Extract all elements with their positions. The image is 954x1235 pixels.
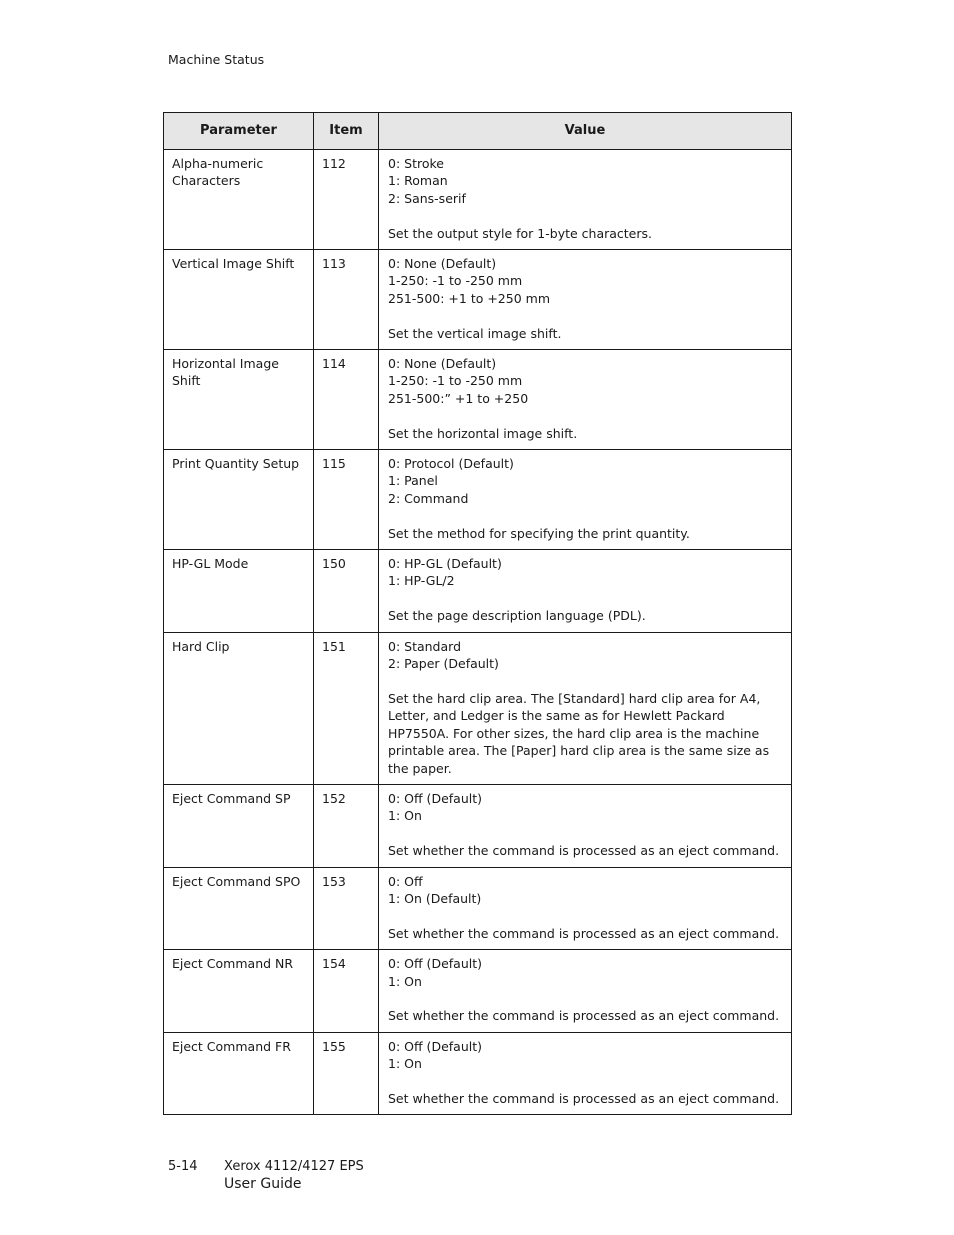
table-row bbox=[164, 550, 792, 633]
value-option: 0: Protocol (Default) bbox=[388, 456, 514, 472]
value-option: 0: None (Default) bbox=[388, 256, 497, 272]
item-cell: 151 bbox=[314, 632, 379, 784]
value-description: Set whether the command is processed as an eject command. bbox=[388, 843, 780, 859]
value-option: 0: Off (Default) bbox=[388, 790, 482, 806]
value-option: 1-250: -1 to -250 mm bbox=[388, 273, 523, 289]
value-option: 1: Panel bbox=[388, 473, 438, 489]
table-row bbox=[164, 632, 792, 784]
value-cell bbox=[379, 632, 792, 784]
item-cell: 115 bbox=[314, 450, 379, 550]
value-option: 2: Command bbox=[388, 490, 469, 506]
value-description: Set whether the command is processed as an eject command. bbox=[388, 1090, 780, 1106]
parameter-cell: Hard Clip bbox=[164, 632, 314, 784]
value-option: 0: Off (Default) bbox=[388, 956, 482, 972]
value-cell bbox=[379, 150, 792, 250]
value-option: 1-250: -1 to -250 mm bbox=[388, 373, 523, 389]
parameter-cell: Print Quantity Setup bbox=[164, 450, 314, 550]
footer-page-number: 5-14 bbox=[168, 1159, 198, 1174]
table-row bbox=[164, 150, 792, 250]
column-header-parameter: Parameter bbox=[164, 113, 314, 150]
column-header-value: Value bbox=[379, 113, 792, 150]
value-option: 1: HP-GL/2 bbox=[388, 573, 455, 589]
value-description: Set the vertical image shift. bbox=[388, 325, 562, 341]
value-cell bbox=[379, 450, 792, 550]
parameter-cell: Eject Command SP bbox=[164, 784, 314, 867]
footer-product-name: Xerox 4112/4127 EPS bbox=[224, 1159, 364, 1174]
table-row bbox=[164, 450, 792, 550]
value-option: 1: On bbox=[388, 1056, 422, 1072]
parameters-table bbox=[163, 112, 792, 1115]
table-header-row bbox=[164, 113, 792, 150]
value-cell bbox=[379, 784, 792, 867]
item-cell: 152 bbox=[314, 784, 379, 867]
item-cell: 154 bbox=[314, 950, 379, 1033]
value-option: 1: Roman bbox=[388, 173, 448, 189]
value-description: Set the hard clip area. The [Standard] hard clip area for A4, Letter, and Ledger is the same as for Hewlett Packard HP7550A. For other sizes, the hard clip area is the machine printable area. The [Paper] hard clip area is the same size as the paper. bbox=[388, 690, 770, 776]
parameter-cell: Horizontal Image Shift bbox=[164, 350, 314, 450]
value-cell bbox=[379, 950, 792, 1033]
parameter-cell: Eject Command SPO bbox=[164, 867, 314, 950]
value-option: 0: Off (Default) bbox=[388, 1038, 482, 1054]
value-option: 2: Paper (Default) bbox=[388, 656, 499, 672]
value-option: 0: Standard bbox=[388, 638, 462, 654]
parameter-cell: Alpha-numeric Characters bbox=[164, 150, 314, 250]
value-cell bbox=[379, 550, 792, 633]
table-row bbox=[164, 1032, 792, 1115]
value-cell bbox=[379, 867, 792, 950]
value-cell bbox=[379, 1032, 792, 1115]
table-row bbox=[164, 350, 792, 450]
value-description: Set the output style for 1-byte characters. bbox=[388, 225, 653, 241]
value-description: Set whether the command is processed as an eject command. bbox=[388, 925, 780, 941]
footer-guide-title: User Guide bbox=[224, 1176, 302, 1192]
value-description: Set the horizontal image shift. bbox=[388, 425, 578, 441]
table-row bbox=[164, 950, 792, 1033]
value-description: Set whether the command is processed as an eject command. bbox=[388, 1008, 780, 1024]
value-option: 251-500:” +1 to +250 bbox=[388, 390, 529, 406]
value-option: 0: Off bbox=[388, 873, 423, 889]
value-cell bbox=[379, 250, 792, 350]
parameter-cell: Vertical Image Shift bbox=[164, 250, 314, 350]
value-description: Set the method for specifying the print quantity. bbox=[388, 525, 690, 541]
table-row bbox=[164, 784, 792, 867]
item-cell: 153 bbox=[314, 867, 379, 950]
table-row bbox=[164, 867, 792, 950]
value-option: 1: On bbox=[388, 808, 422, 824]
value-description: Set the page description language (PDL). bbox=[388, 608, 646, 624]
value-option: 2: Sans-serif bbox=[388, 190, 466, 206]
item-cell: 113 bbox=[314, 250, 379, 350]
value-option: 0: HP-GL (Default) bbox=[388, 556, 502, 572]
value-option: 1: On bbox=[388, 973, 422, 989]
item-cell: 114 bbox=[314, 350, 379, 450]
value-option: 0: None (Default) bbox=[388, 356, 497, 372]
value-option: 251-500: +1 to +250 mm bbox=[388, 290, 550, 306]
table-row bbox=[164, 250, 792, 350]
parameter-cell: Eject Command NR bbox=[164, 950, 314, 1033]
item-cell: 150 bbox=[314, 550, 379, 633]
value-option: 0: Stroke bbox=[388, 156, 444, 171]
parameter-cell: HP-GL Mode bbox=[164, 550, 314, 633]
value-option: 1: On (Default) bbox=[388, 890, 482, 906]
running-header: Machine Status bbox=[168, 52, 265, 67]
parameter-cell: Eject Command FR bbox=[164, 1032, 314, 1115]
item-cell: 155 bbox=[314, 1032, 379, 1115]
column-header-item: Item bbox=[314, 113, 379, 150]
value-cell bbox=[379, 350, 792, 450]
item-cell: 112 bbox=[314, 150, 379, 250]
